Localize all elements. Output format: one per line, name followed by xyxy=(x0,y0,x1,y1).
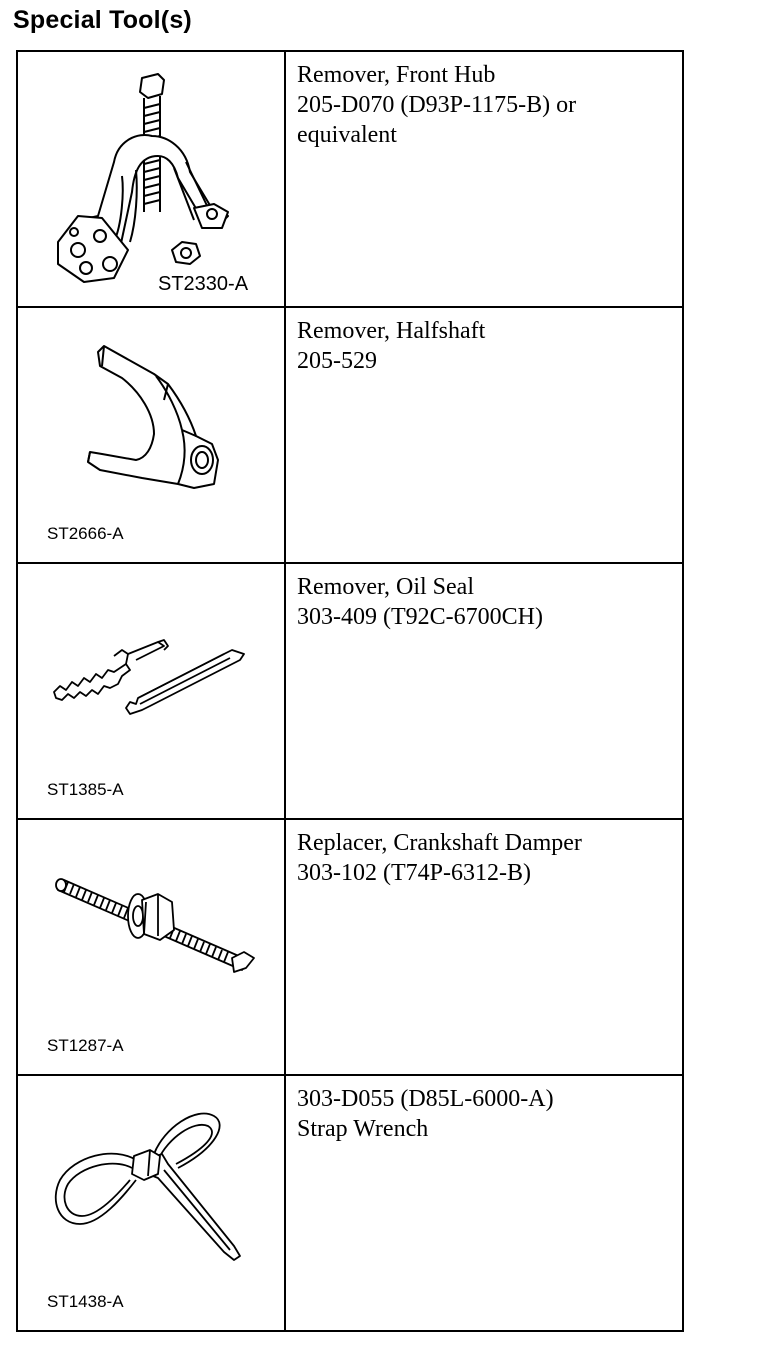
front-hub-remover-icon xyxy=(18,52,284,306)
tool-code: ST1287-A xyxy=(47,1036,124,1055)
tool-description xyxy=(286,564,682,818)
tool-name: Remover, Front Hub xyxy=(297,62,496,88)
tool-code: ST1385-A xyxy=(47,780,124,799)
tool-description xyxy=(286,308,682,562)
table-row xyxy=(18,820,682,1076)
page-title: Special Tool(s) xyxy=(13,6,192,34)
tool-name: Replacer, Crankshaft Damper xyxy=(297,830,582,856)
tool-image-cell xyxy=(18,564,286,818)
tool-image-cell xyxy=(18,52,286,306)
table-row xyxy=(18,52,682,308)
table-row xyxy=(18,564,682,820)
tool-part-number: 303-D055 (D85L-6000-A) xyxy=(297,1086,554,1112)
table-row xyxy=(18,1076,682,1330)
tool-note: equivalent xyxy=(297,122,397,148)
tool-image-cell xyxy=(18,820,286,1074)
tool-name: Strap Wrench xyxy=(297,1116,429,1142)
tool-name: Remover, Oil Seal xyxy=(297,574,474,600)
tool-description xyxy=(286,52,682,306)
tool-part-number: 303-102 (T74P-6312-B) xyxy=(297,860,531,886)
tool-part-number: 205-D070 (D93P-1175-B) or xyxy=(297,92,577,118)
special-tools-table xyxy=(16,50,684,1332)
table-row xyxy=(18,308,682,564)
tool-image-cell xyxy=(18,1076,286,1330)
tool-part-number: 303-409 (T92C-6700CH) xyxy=(297,604,543,630)
tool-part-number: 205-529 xyxy=(297,348,377,374)
tool-code: ST1438-A xyxy=(47,1292,124,1311)
tool-name: Remover, Halfshaft xyxy=(297,318,486,344)
tool-description xyxy=(286,1076,682,1330)
tool-code: ST2666-A xyxy=(47,524,124,543)
tool-description xyxy=(286,820,682,1074)
tool-image-cell xyxy=(18,308,286,562)
tool-code: ST2330-A xyxy=(158,273,249,295)
